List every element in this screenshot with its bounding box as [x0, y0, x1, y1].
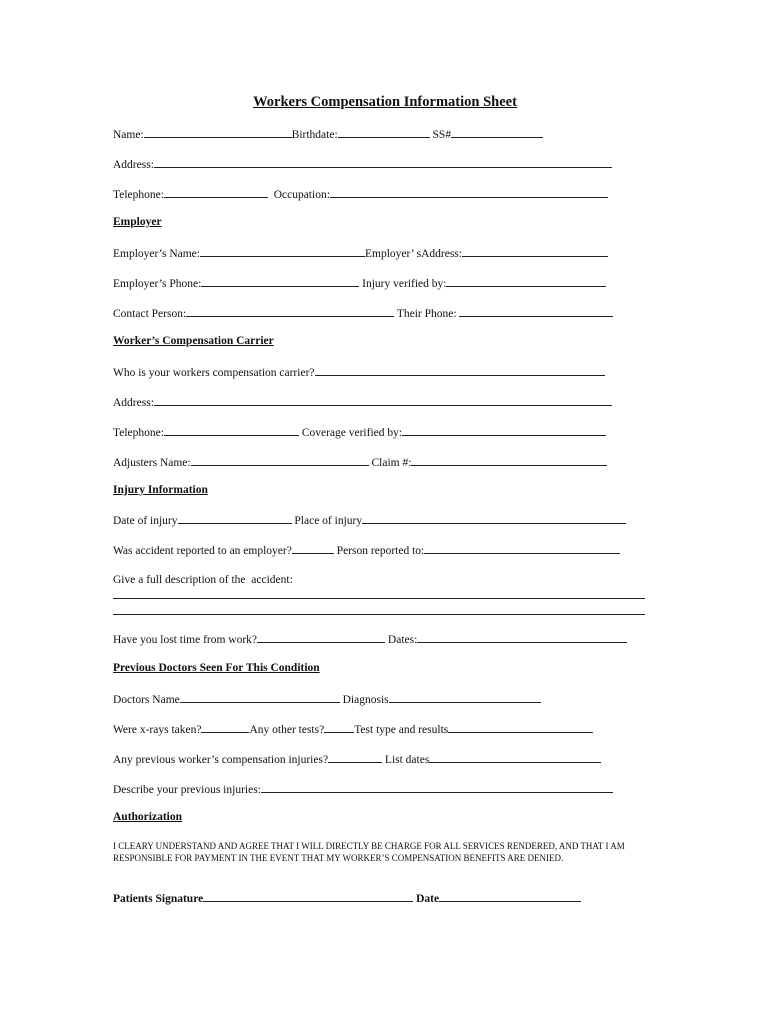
occupation-field[interactable] — [330, 187, 608, 198]
address-field[interactable] — [154, 157, 612, 168]
injury-date-field[interactable] — [178, 513, 292, 524]
xrays-field[interactable] — [201, 722, 249, 733]
contact-label: Contact Person: — [113, 308, 187, 320]
employer-heading: Employer — [113, 216, 162, 228]
row-description — [113, 573, 293, 587]
row-address — [113, 157, 612, 172]
row-injury-date — [113, 513, 626, 528]
diagnosis-field[interactable] — [389, 692, 541, 703]
description-label: Give a full description of the accident: — [113, 574, 293, 586]
list-dates-field[interactable] — [429, 752, 601, 763]
injury-verified-label: Injury verified by: — [362, 278, 447, 290]
carrier-address-label: Address: — [113, 397, 154, 409]
authorization-heading: Authorization — [113, 811, 182, 823]
list-dates-label: List dates — [384, 754, 430, 766]
previous-injuries-field[interactable] — [328, 752, 382, 763]
injury-date-label: Date of injury — [113, 515, 178, 527]
signature-date-label: Date — [416, 893, 440, 905]
test-results-label: Test type and results — [354, 724, 449, 736]
adjusters-field[interactable] — [191, 455, 369, 466]
row-carrier-who — [113, 365, 605, 380]
description-line-1[interactable] — [113, 598, 645, 599]
authorization-text: I CLEARY UNDERSTAND AND AGREE THAT I WILL DIRECTLY BE CHARGE FOR ALL SERVICES RENDERED, AND THAT I AM RESPONSIBLE FOR PAYMENT IN THE EVENT THAT MY WORKER’S COMPENSATION BENEFITS ARE DENIED. — [113, 841, 625, 863]
address-label: Address: — [113, 159, 154, 171]
row-adjusters — [113, 455, 607, 470]
injury-place-field[interactable] — [362, 513, 626, 524]
carrier-who-field[interactable] — [315, 365, 605, 376]
describe-injuries-label: Describe your previous injuries: — [113, 784, 261, 796]
row-describe-injuries — [113, 782, 613, 797]
adjusters-label: Adjusters Name: — [113, 457, 191, 469]
lost-time-label: Have you lost time from work? — [113, 634, 258, 646]
reported-field[interactable] — [292, 543, 334, 554]
telephone-field[interactable] — [164, 187, 268, 198]
carrier-telephone-field[interactable] — [164, 425, 299, 436]
xrays-label: Were x-rays taken? — [113, 724, 202, 736]
their-phone-field[interactable] — [459, 306, 613, 317]
describe-injuries-field[interactable] — [261, 782, 613, 793]
dates-field[interactable] — [417, 632, 627, 643]
person-reported-label: Person reported to: — [336, 545, 425, 557]
row-xrays — [113, 722, 593, 737]
employer-phone-field[interactable] — [201, 276, 359, 287]
birthdate-field[interactable] — [338, 127, 430, 138]
employer-name-label: Employer’s Name: — [113, 248, 200, 260]
employer-address-field[interactable] — [462, 246, 608, 257]
row-doctor-name — [113, 692, 541, 707]
row-previous-injuries — [113, 752, 601, 767]
claim-field[interactable] — [411, 455, 607, 466]
employer-address-label: Employer’ sAddress: — [364, 248, 462, 260]
test-results-field[interactable] — [448, 722, 593, 733]
other-tests-label: Any other tests? — [249, 724, 325, 736]
employer-phone-label: Employer’s Phone: — [113, 278, 202, 290]
injury-verified-field[interactable] — [446, 276, 606, 287]
doctor-name-label: Doctors Name — [113, 694, 180, 706]
ss-label: SS# — [432, 129, 452, 141]
row-carrier-telephone — [113, 425, 606, 440]
description-line-2[interactable] — [113, 614, 645, 615]
row-employer-name — [113, 246, 608, 261]
birthdate-label: Birthdate: — [291, 129, 338, 141]
dates-label: Dates: — [387, 634, 418, 646]
row-contact — [113, 306, 613, 321]
row-telephone — [113, 187, 608, 202]
signature-label: Patients Signature — [113, 893, 204, 905]
coverage-field[interactable] — [402, 425, 606, 436]
lost-time-field[interactable] — [257, 632, 385, 643]
diagnosis-label: Diagnosis — [342, 694, 389, 706]
carrier-telephone-label: Telephone: — [113, 427, 164, 439]
ss-field[interactable] — [451, 127, 543, 138]
doctors-heading: Previous Doctors Seen For This Condition — [113, 662, 320, 674]
their-phone-label: Their Phone: — [396, 308, 457, 320]
injury-place-label: Place of injury — [294, 515, 363, 527]
carrier-who-label: Who is your workers compensation carrier? — [113, 367, 315, 379]
previous-injuries-label: Any previous worker’s compensation injuries? — [113, 754, 329, 766]
employer-name-field[interactable] — [200, 246, 365, 257]
row-signature — [113, 891, 581, 905]
carrier-heading: Worker’s Compensation Carrier — [113, 335, 274, 347]
coverage-label: Coverage verified by: — [301, 427, 403, 439]
name-label: Name: — [113, 129, 144, 141]
row-carrier-address — [113, 395, 612, 410]
row-name — [113, 127, 543, 142]
telephone-label: Telephone: — [113, 189, 164, 201]
reported-label: Was accident reported to an employer? — [113, 545, 292, 557]
page-title: Workers Compensation Information Sheet — [253, 94, 517, 110]
row-employer-phone — [113, 276, 606, 291]
injury-heading: Injury Information — [113, 484, 208, 496]
doctor-name-field[interactable] — [180, 692, 340, 703]
signature-date-field[interactable] — [439, 891, 581, 902]
name-field[interactable] — [144, 127, 292, 138]
row-lost-time — [113, 632, 627, 647]
person-reported-field[interactable] — [424, 543, 620, 554]
signature-field[interactable] — [203, 891, 413, 902]
carrier-address-field[interactable] — [154, 395, 612, 406]
contact-field[interactable] — [186, 306, 394, 317]
claim-label: Claim #: — [371, 457, 412, 469]
row-reported — [113, 543, 620, 558]
occupation-label: Occupation: — [273, 189, 330, 201]
other-tests-field[interactable] — [324, 722, 354, 733]
